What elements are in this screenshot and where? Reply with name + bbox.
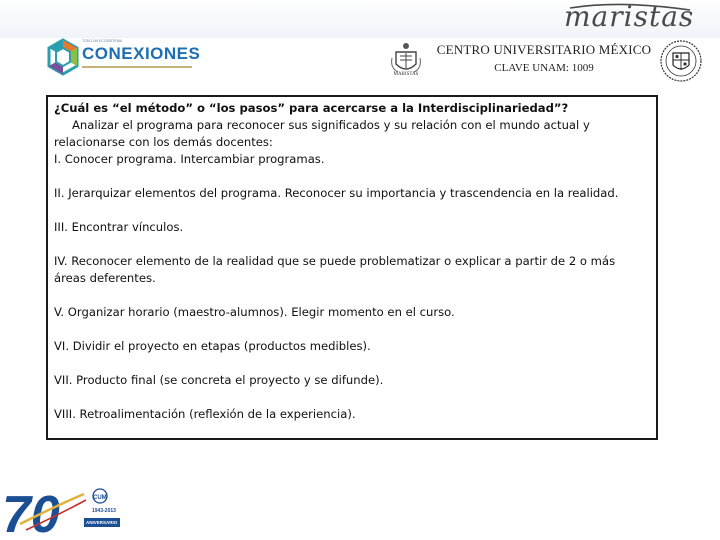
anniversary-label: ANIVERSARIO xyxy=(86,520,118,525)
anniversary-years: 1943-2013 xyxy=(92,508,116,514)
institution-block xyxy=(432,42,656,74)
step-4: IV. Reconocer elemento de la realidad que se puede problematizar o explicar a partir de 2 o más áreas deferentes. xyxy=(54,254,616,285)
step-2: II. Jerarquizar elementos del programa. Reconocer su importancia y trascendencia en la realidad. xyxy=(54,186,619,200)
step-7: VII. Producto final (se concreta el proyecto y se difunde). xyxy=(54,373,384,387)
shield-left-label: MARISTAS xyxy=(393,72,419,77)
cum-mark: CUM xyxy=(93,495,107,501)
content-box xyxy=(46,95,658,440)
conexiones-tagline: TODO UN ECOSISTEMA xyxy=(82,39,122,43)
conexiones-logo xyxy=(46,38,201,82)
step-3: III. Encontrar vínculos. xyxy=(54,220,184,234)
step-6: VI. Dividir el proyecto en etapas (productos medibles). xyxy=(54,339,371,353)
main-question: ¿Cuál es “el método” o “los pasos” para acercarse a la Interdisciplinariedad”? xyxy=(54,101,569,115)
conexiones-hexagon-icon xyxy=(46,38,80,78)
anniversary-number: 70 xyxy=(2,486,60,540)
step-5: V. Organizar horario (maestro-alumnos). Elegir momento en el curso. xyxy=(54,305,455,319)
intro-text: Analizar el programa para reconocer sus significados y su relación con el mundo actual y relacionarse con los demás docentes: xyxy=(54,118,590,149)
institution-clave: CLAVE UNAM: 1009 xyxy=(494,62,594,74)
conexiones-underline xyxy=(82,66,192,68)
maristas-logo xyxy=(560,2,700,32)
conexiones-title: CONEXIONES xyxy=(82,44,201,63)
institution-name: CENTRO UNIVERSITARIO MÉXICO xyxy=(436,42,652,57)
step-8: VIII. Retroalimentación (reflexión de la experiencia). xyxy=(54,407,356,421)
step-1: I. Conocer programa. Intercambiar programas. xyxy=(54,152,325,166)
cum-crest-icon xyxy=(658,38,704,84)
maristas-script: maristas xyxy=(564,2,695,32)
